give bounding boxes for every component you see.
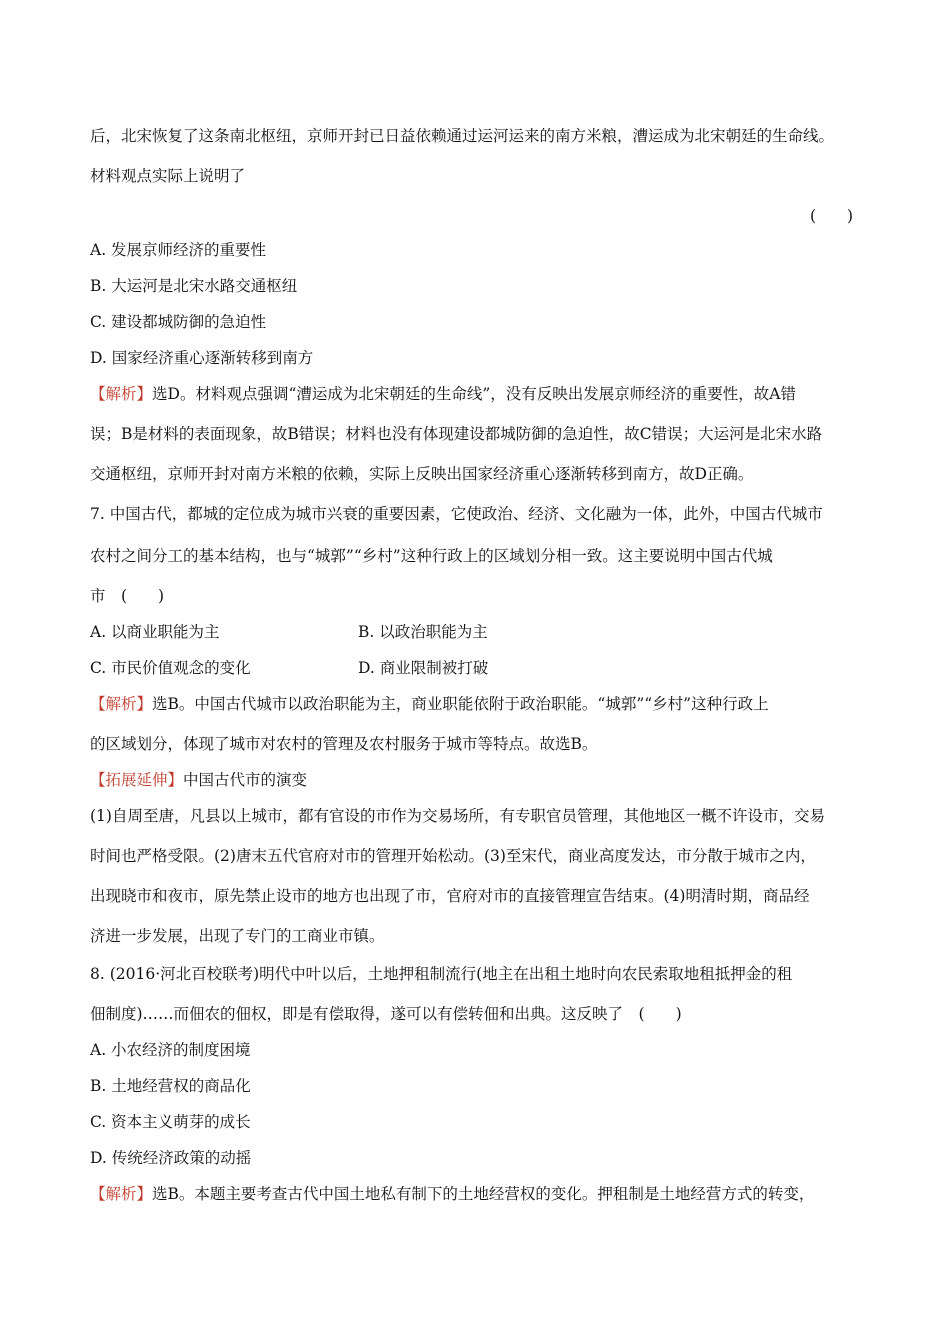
q7-analysis-line2: 的区域划分，体现了城市对农村的管理及农村服务于城市等特点。故选B。 [90,735,598,753]
q6-analysis-line1 [90,384,796,404]
q7-stem-line2: 农村之间分工的基本结构，也与“城郭”“乡村”这种行政上的区域划分相一致。这主要说明中国古代城 [90,547,773,565]
q6-analysis-line3: 交通枢纽，京师开封对南方米粮的依赖，实际上反映出国家经济重心逐渐转移到南方，故D正确。 [90,465,754,483]
q6-analysis-text: 选D。材料观点强调“漕运成为北宋朝廷的生命线”，没有反映出发展京师经济的重要性，故A错 [152,385,796,403]
q7-stem-line1: 7. 中国古代，都城的定位成为城市兴衰的重要因素，它使政治、经济、文化融为一体，此外，中国古代城市 [90,505,823,523]
q8-option-d: D. 传统经济政策的动摇 [90,1149,252,1167]
analysis-tag: 【解析】 [90,1185,153,1203]
q7-option-a: A. 以商业职能为主 [90,623,220,641]
extension-line1: (1)自周至唐，凡县以上城市，都有官设的市作为交易场所，有专职官员管理，其他地区一概不许设市，交易 [90,807,825,825]
q7-stem-line3: 市 ( ) [90,587,165,605]
q8-analysis-line1 [90,1184,814,1204]
q8-option-b: B. 土地经营权的商品化 [90,1077,251,1095]
q6-option-a: A. 发展京师经济的重要性 [90,241,267,259]
q6-option-b: B. 大运河是北宋水路交通枢纽 [90,277,298,295]
q7-analysis-line1 [90,694,769,714]
q6-analysis-line2: 误；B是材料的表面现象，故B错误；材料也没有体现建设都城防御的急迫性，故C错误；大运河是北宋水路 [90,425,823,443]
q6-answer-blank: ( ) [810,207,854,225]
q7-options-row1 [90,622,488,642]
q8-stem-line1: 8. (2016·河北百校联考)明代中叶以后，土地押租制流行(地主在出租土地时向农民索取地租抵押金的租 [90,965,793,983]
q8-option-a: A. 小农经济的制度困境 [90,1041,251,1059]
q8-stem-line2: 佃制度)……而佃农的佃权，即是有偿取得，遂可以有偿转佃和出典。这反映了 ( ) [90,1005,682,1023]
extension-tag: 【拓展延伸】 [90,771,184,789]
extension-line4: 济进一步发展，出现了专门的工商业市镇。 [90,927,385,945]
q6-stem-line1: 后，北宋恢复了这条南北枢纽，京师开封已日益依赖通过运河运来的南方米粮，漕运成为北宋朝廷的生命线。 [90,127,835,145]
q7-option-b: B. 以政治职能为主 [358,623,488,641]
q7-options-row2 [90,658,489,678]
extension-title: 中国古代市的演变 [183,771,308,789]
extension-heading [90,770,307,790]
q6-option-d: D. 国家经济重心逐渐转移到南方 [90,349,314,367]
extension-line3: 出现晓市和夜市，原先禁止设市的地方也出现了市，官府对市的直接管理宣告结束。(4)明清时期，商品经 [90,887,810,905]
q7-option-d: D. 商业限制被打破 [358,659,489,677]
extension-line2: 时间也严格受限。(2)唐末五代官府对市的管理开始松动。(3)至宋代，商业高度发达，市分散于城市之内， [90,847,816,865]
q8-option-c: C. 资本主义萌芽的成长 [90,1113,251,1131]
q6-option-c: C. 建设都城防御的急迫性 [90,313,267,331]
q6-stem-line2: 材料观点实际上说明了 [90,167,246,185]
q8-analysis-text: 选B。本题主要考查古代中国土地私有制下的土地经营权的变化。押租制是土地经营方式的转变， [152,1185,815,1203]
q7-analysis-text: 选B。中国古代城市以政治职能为主，商业职能依附于政治职能。“城郭”“乡村”这种行政上 [152,695,769,713]
q7-option-c: C. 市民价值观念的变化 [90,659,251,677]
analysis-tag: 【解析】 [90,695,153,713]
analysis-tag: 【解析】 [90,385,153,403]
